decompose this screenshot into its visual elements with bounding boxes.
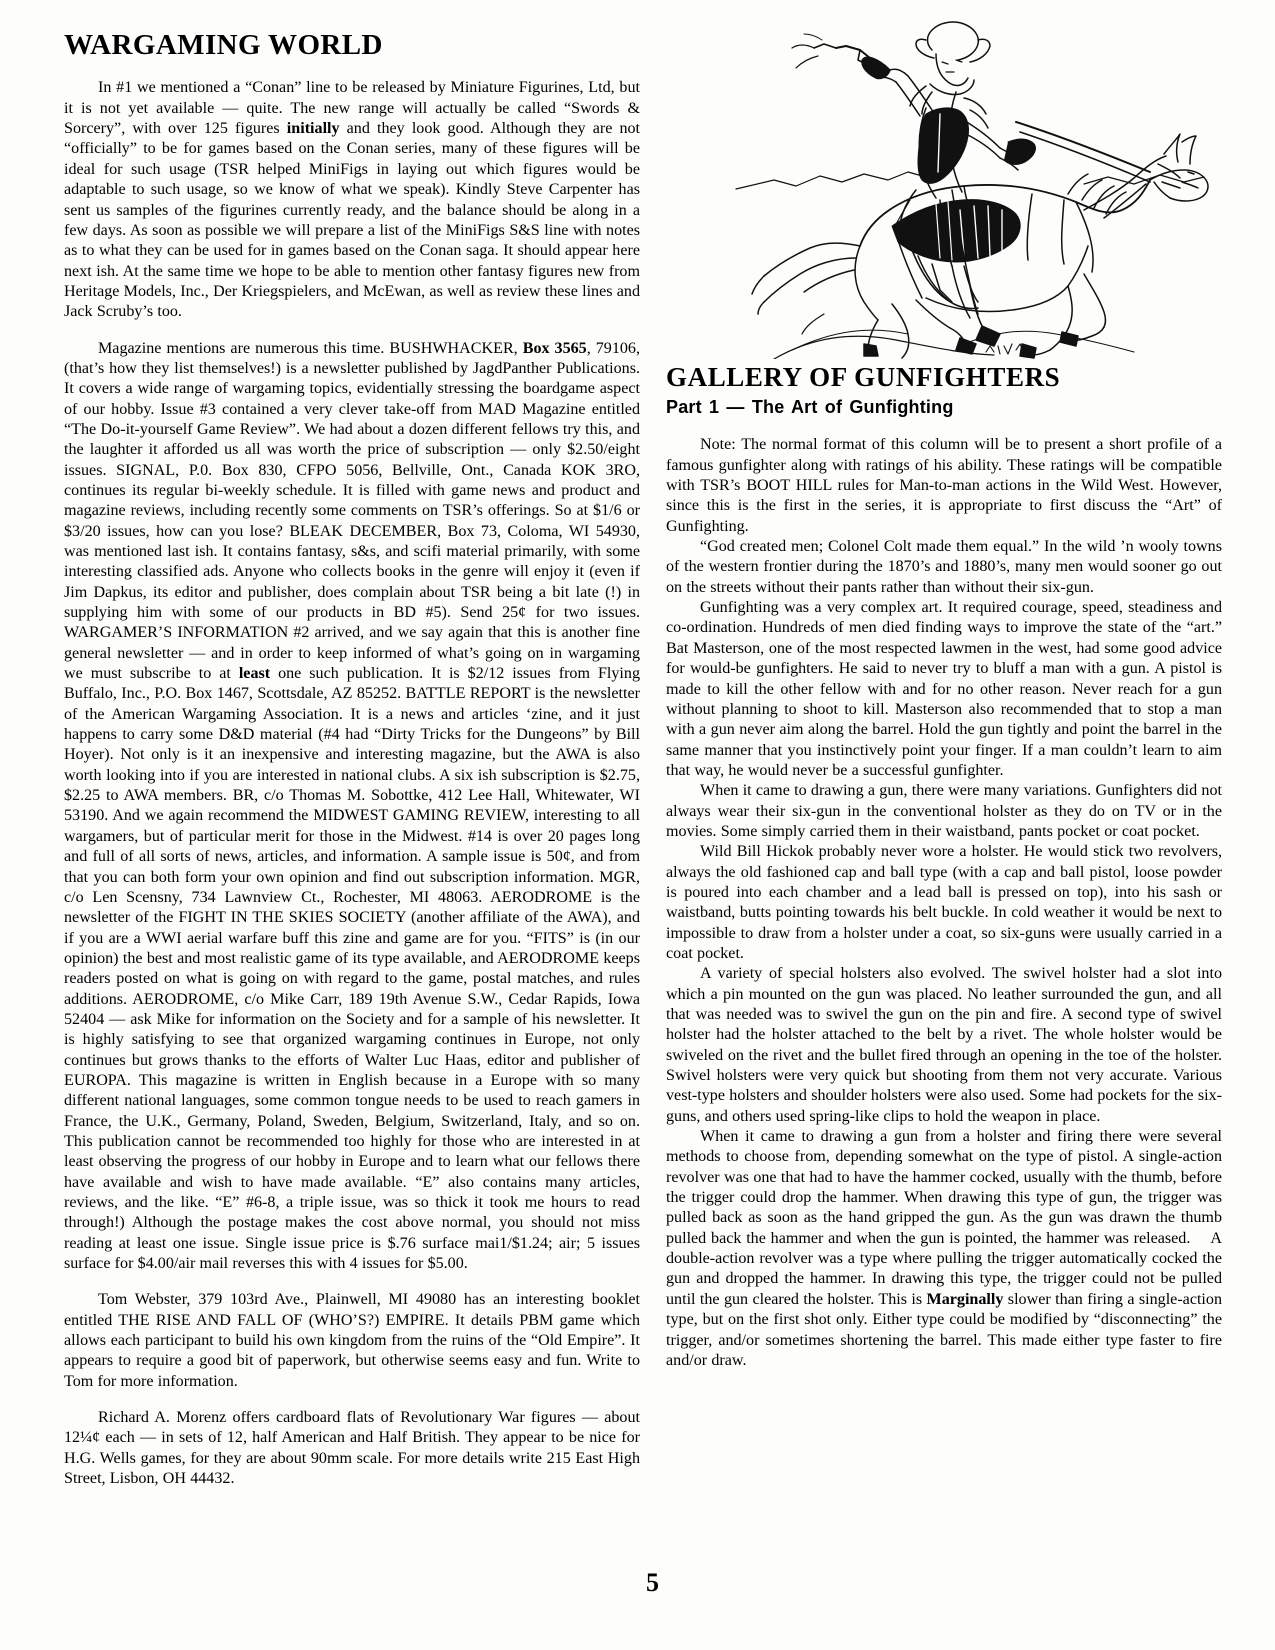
left-column [64, 30, 640, 1489]
paragraph-richard-morenz: Richard A. Morenz offers cardboard flats of Revolutionary War figures — about 12¼¢ each — in sets of 12, half American and Half British. They appear to be nice for H.G. Wells games, for they are about 90mm scale. For more details write 215 East High Street, Lisbon, OH 44432. [64, 1409, 640, 1488]
page-number: 5 [646, 1568, 659, 1597]
paragraph-conan-minifigs: In #1 we mentioned a “Conan” line to be released by Miniature Figurines, Ltd, but it is not yet available — quite. The new range will actually be called “Swords & Sorcery”, with over 125 figures initially and they look good. Although they are not “officially” to be for games based on the Conan series, many of these figures will be ideal for such usage (TSR helped MiniFigs in laying out which figures would be adaptable to such usage, so we know of what we speak). Kindly Steve Carpenter has sent us samples of the figurines currently ready, and the balance should be along in a few days. As soon as possible we will prepare a list of the MiniFigs S&S line with notes as to what they can be used for in games based on the Conan saga. It should appear here next ish. At the same time we hope to be able to mention other fantasy figures new from Heritage Models, Inc., Der Kriegspielers, and McEwan, as well as review these lines and Jack Scruby’s too. [64, 79, 641, 321]
paragraph-magazine-mentions: Magazine mentions are numerous this time. BUSHWHACKER, Box 3565, 79106, (that’s how they list themselves!) is a newsletter published by JagdPanther Publications. It covers a wide range of wargaming topics, evidentially stressing the boardgame aspect of our hobby. Issue #3 contained a very clever take-off from MAD Magazine entitled “The Do-it-yourself Game Review”. We had about a dozen different fellows try this, and the laughter it afforded us all was worth the price of subscription — only $2.50/eight issues. SIGNAL, P.0. Box 830, CFPO 5056, Bellville, Ont., Canada KOK 3RO, continues its regular bi-weekly schedule. It is filled with game news and product and magazine reviews, including recently some comments on TSR’s offerings. So at $1/6 or $3/20 issues, how can you lose? BLEAK DECEMBER, Box 73, Coloma, WI 54930, was mentioned last ish. It contains fantasy, s&s, and scifi material primarily, with some interesting classified ads. Anyone who collects books in the genre will enjoy it (even if Jim Dapkus, its editor and publisher, does complain about TSR being a bit late (!) in supplying him with some of our products in BD #5). Send 25¢ for two issues. WARGAMER’S INFORMATION #2 arrived, and we say again that this is another fine general newsletter — and in order to keep informed of what’s going on in wargaming we must subscribe to at least one such publication. It is $2/12 issues from Flying Buffalo, Inc., P.O. Box 1467, Scottsdale, AZ 85252. BATTLE REPORT is the newsletter of the American Wargaming Association. It is a news and articles ‘zine, and it just happens to carry some D&D material (#4 had “Dirty Tricks for the Dungeons” by Bill Hoyer). Not only is it an inexpensive and interesting magazine, but the AWA is also worth looking into if you are interested in national clubs. A six ish subscription is $2.75, $2.25 to AWA members. BR, c/o Thomas M. Sobottke, 412 Lee Hall, Whitewater, WI 53190. And we again recommend the MIDWEST GAMING REVIEW, interesting to all wargamers, but of particular merit for those in the Midwest. #14 is over 20 pages long and full of all sorts of news, articles, and information. A sample issue is 50¢, and from that you can both form your own opinion and find out subscription information. MGR, c/o Len Scensny, 734 Lawnview Ct., Rochester, MI 48063. AERODROME is the newsletter of the FIGHT IN THE SKIES SOCIETY (another affiliate of the AWA), and if you are a WWI aerial warfare buff this zine and game are for you. “FITS” is (in our opinion) the best and most realistic game of its type available, and AERODROME keeps readers posted on what is going on with regard to the game, postal matches, and rules additions. AERODROME, c/o Mike Carr, 189 19th Avenue S.W., Cedar Rapids, Iowa 52404 — ask Mike for information on the Society and for a sample of his newsletter. It is highly satisfying to see that organized wargaming continues in Europe, not only continues but grows thanks to the efforts of Walter Luc Haas, editor and publisher of EUROPA. This magazine is written in English because in a Europe with so many different national languages, some common tongue needs to be used to reach gamers in France, the U.K., Germany, Poland, Sweden, Belgium, Switzerland, Italy, and so on. This publication cannot be recommended too highly for those who are interested in at least observing the progress of our hobby in Europe and to learn what our fellows there have available and wish to have made available. “E” also contains many articles, reviews, and the like. “E” #6-8, a triple issue, was so thick it took me hours to read through!) Although the postage makes the cost above normal, you should not miss reading at least one issue. Single issue price is $.76 surface mai1/$1.24; air; 5 issues surface for $4.00/air mail reverses this with 4 issues for $5.00. [64, 339, 640, 1273]
paragraph-special-holsters: A variety of special holsters also evolved. The swivel holster had a slot into which a pin mounted on the gun was placed. No leather surrounded the gun, and all that was needed was to swivel the gun on the pin and fire. A second type of swivel holster had the holster attached to the belt by a rivet. The whole holster would be swiveled on the rivet and the bullet fired through an opening in the toe of the holster. Swivel holsters were very quick but shooting from them not very accurate. Various vest-type holsters and shoulder holsters were also used. Some had pockets for the six-guns, and others used spring-like clips to hold the weapon in place. [666, 965, 1222, 1125]
paragraph-tom-webster: Tom Webster, 379 103rd Ave., Plainwell, MI 49080 has an interesting booklet entitled THE RISE AND FALL OF (WHO’S?) EMPIRE. It details PBM game which allows each participant to build his own kingdom from the ruins of the “Old Empire”. It appears to require a good bit of paperwork, but otherwise seems easy and fun. Write to Tom for more information. [64, 1291, 640, 1390]
paragraph-single-double-action: When it came to drawing a gun from a holster and firing there were several methods to choose from, depending somewhat on the type of pistol. A single-action revolver was one that had to have the hammer cocked, usually with the thumb, before the trigger could drop the hammer. When drawing this type of gun, the trigger was pulled back as soon as the hand gripped the gun. As the gun was drawn the thumb pulled back the hammer and when the gun is pointed, the hammer was released. A double-action revolver was a type where pulling the trigger automatically cocked the gun and dropped the hammer. In drawing this type, the trigger could not be pulled until the gun cleared the holster. This is Marginally slower than firing a single-action type, but on the first shot only. Either type could be modified by “disconnecting” the trigger, and/or sometimes shortening the barrel. This made either type faster to fire and/or draw. [666, 1128, 1223, 1369]
paragraph-colt-equal: “God created men; Colonel Colt made them equal.” In the wild ’n wooly towns of the western frontier during the 1870’s and 1880’s, many men would sooner go out on the streets without their pants rather than without their six-gun. [666, 538, 1222, 596]
right-column [666, 18, 1222, 1371]
paragraph-note-format: Note: The normal format of this column will be to present a short profile of a famous gunfighter along with ratings of his ability. These ratings will be compatible with TSR’s BOOT HILL rules for Man-to-man actions in the Wild West. However, since this is the first in the series, it is appropriate to first discuss the “Art” of Gunfighting. [666, 436, 1222, 535]
page-title-wargaming-world: WARGAMING WORLD [64, 29, 383, 61]
paragraph-wild-bill-hickok: Wild Bill Hickok probably never wore a holster. He would stick two revolvers, always the old fashioned cap and ball type (with a cap and ball pistol, loose powder is poured into each chamber and a lead ball is pressed on top), into his sash or waistband, butts pointing towards his belt buckle. In cold weather it would be next to impossible to draw from a holster under a coat, so six-guns were usually carried in a coat pocket. [666, 843, 1222, 962]
paragraph-complex-art: Gunfighting was a very complex art. It required courage, speed, steadiness and co-ordination. Hundreds of men died finding ways to improve the state of the “art.” Bat Masterson, one of the most respected lawmen in the west, had some good advice for would-be gunfighters. He said to never try to bluff a man with a gun. A pistol is made to kill the other fellow with and for no other reason. Never reach for a gun without planning to shoot to kill. Masterson also recommended that to stop a man with a gun never aim along the barrel. Hold the gun tightly and point the barrel in the same manner that you instinctively point your finger. If a man couldn’t learn to aim that way, he would never be a successful gunfighter. [666, 599, 1222, 779]
article-subtitle-part-1: Part 1 — The Art of Gunfighting [666, 396, 954, 417]
paragraph-drawing-variations: When it came to drawing a gun, there were many variations. Gunfighters did not always wear their six-gun in the conventional holster as they do on TV or in the movies. Some simply carried them in their waistband, pants pocket or coat pocket. [666, 782, 1222, 840]
article-title-gallery-of-gunfighters: GALLERY OF GUNFIGHTERS [666, 362, 1061, 392]
